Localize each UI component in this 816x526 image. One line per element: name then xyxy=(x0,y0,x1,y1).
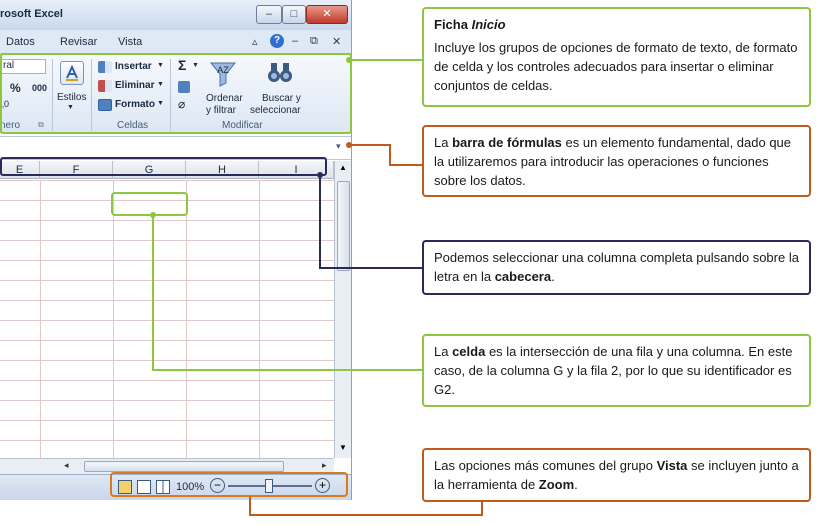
chevron-down-icon[interactable]: ▼ xyxy=(192,62,199,69)
insertar-button[interactable]: Insertar xyxy=(115,61,152,72)
connector-formulas xyxy=(349,145,422,165)
callout-bold: Zoom xyxy=(538,477,575,492)
scroll-up-icon[interactable]: ▲ xyxy=(339,163,347,172)
decimals-button[interactable]: ‚0 xyxy=(2,99,10,109)
formato-button[interactable]: Formato xyxy=(115,99,155,110)
expand-formula-icon[interactable]: ▾ xyxy=(336,141,341,151)
seleccionar-label[interactable]: seleccionar xyxy=(250,105,301,116)
chevron-down-icon[interactable]: ▼ xyxy=(67,104,74,111)
callout-ficha-inicio xyxy=(422,7,811,107)
number-format-dropdown[interactable]: ral xyxy=(0,59,46,74)
column-header-e[interactable]: E xyxy=(0,161,40,179)
callout-bold: cabecera xyxy=(494,269,552,284)
worksheet-grid[interactable] xyxy=(0,180,334,458)
zoom-in-button[interactable]: + xyxy=(315,478,330,493)
chevron-down-icon[interactable]: ▼ xyxy=(157,100,164,107)
doc-close-button[interactable]: ✕ xyxy=(332,36,342,48)
maximize-button[interactable]: □ xyxy=(282,5,306,24)
callout-bold: celda xyxy=(452,344,486,359)
tab-revisar[interactable]: Revisar xyxy=(60,36,98,48)
svg-text:AZ: AZ xyxy=(217,65,229,75)
scroll-right-icon[interactable]: ▸ xyxy=(322,460,327,470)
zoom-area-highlight xyxy=(110,472,348,497)
callout-zoom xyxy=(422,448,811,502)
group-celdas-label: Celdas xyxy=(117,120,149,131)
callout-text: es la intersección de una fila y una columna. En este caso, de la columna G y la fila 2, por lo que su identificador es G2. xyxy=(434,344,793,397)
callout-title-em: Inicio xyxy=(471,17,506,32)
tab-vista[interactable]: Vista xyxy=(118,36,143,48)
grid-line xyxy=(40,180,41,458)
callout-title xyxy=(434,15,799,34)
tab-datos[interactable]: Datos xyxy=(6,36,35,48)
callout-title-prefix: Ficha xyxy=(434,17,472,32)
estilos-button[interactable]: Estilos xyxy=(57,92,87,103)
thousands-button[interactable]: 000 xyxy=(32,83,48,93)
collapse-ribbon-icon[interactable]: ▵ xyxy=(252,36,258,48)
scroll-thumb[interactable] xyxy=(337,181,350,271)
column-header-highlight xyxy=(0,157,327,176)
dialog-launcher-icon[interactable]: ⧉ xyxy=(38,120,44,129)
ordenar-label[interactable]: Ordenar xyxy=(206,93,243,104)
column-header-i[interactable]: I xyxy=(259,161,334,179)
callout-text: es un elemento fundamental, dado que la utilizaremos para introducir las operaciones o funciones sobre los datos. xyxy=(434,135,792,188)
autosum-button[interactable]: Σ xyxy=(178,57,187,73)
callout-text: . xyxy=(551,269,555,284)
callout-text: Incluye los grupos de opciones de formato de texto, de formato de celda y los controles adecuados para insertar o eliminar conjuntos de celdas. xyxy=(434,40,798,93)
column-header-h[interactable]: H xyxy=(186,161,259,179)
eliminar-button[interactable]: Eliminar xyxy=(115,80,155,91)
callout-text: Podemos seleccionar una columna completa pulsando sobre la letra en la xyxy=(434,250,799,284)
callout-bold: barra de fórmulas xyxy=(452,135,562,150)
doc-minimize-button[interactable]: – xyxy=(292,35,299,47)
callout-celda xyxy=(422,334,811,407)
group-modificar-label: Modificar xyxy=(222,120,263,131)
title-bar xyxy=(0,0,352,30)
group-numero-label: nero xyxy=(0,120,21,131)
window-title: rosoft Excel xyxy=(0,8,63,20)
grid-line xyxy=(259,180,260,458)
clear-icon[interactable]: ⌀ xyxy=(178,97,186,111)
buscar-label[interactable]: Buscar y xyxy=(262,93,301,104)
help-icon[interactable]: ? xyxy=(270,34,284,48)
chevron-down-icon[interactable]: ▼ xyxy=(157,62,164,69)
close-button[interactable]: ✕ xyxy=(306,5,348,24)
ribbon-highlight xyxy=(0,53,352,134)
callout-cabecera xyxy=(422,240,811,295)
minimize-button[interactable]: – xyxy=(256,5,282,24)
callout-text: La xyxy=(434,135,453,150)
filtrar-label[interactable]: y filtrar xyxy=(206,105,236,116)
ribbon-tabs xyxy=(0,30,352,54)
scroll-down-icon[interactable]: ▼ xyxy=(339,443,347,452)
callout-text: . xyxy=(574,477,578,492)
chevron-down-icon[interactable]: ▼ xyxy=(157,81,164,88)
column-header-g[interactable]: G xyxy=(113,161,186,179)
vertical-scrollbar[interactable] xyxy=(334,161,352,458)
callout-bold: Vista xyxy=(656,458,688,473)
sheet-nav-icon[interactable]: ◂ xyxy=(64,460,69,470)
doc-restore-button[interactable]: ⧉ xyxy=(310,35,318,47)
column-header-f[interactable]: F xyxy=(40,161,113,179)
callout-barra-formulas xyxy=(422,125,811,197)
callout-text: La xyxy=(434,344,453,359)
zoom-out-button[interactable]: − xyxy=(210,478,225,493)
percent-button[interactable]: % xyxy=(10,81,21,95)
grid-line xyxy=(113,180,114,458)
callout-text: Las opciones más comunes del grupo xyxy=(434,458,657,473)
callout-text: se incluyen junto a la herramienta de xyxy=(434,458,799,492)
grid-line xyxy=(186,180,187,458)
cell-g2-highlight xyxy=(111,192,188,216)
hscroll-thumb[interactable] xyxy=(84,461,284,472)
zoom-level[interactable]: 100% xyxy=(176,481,205,493)
